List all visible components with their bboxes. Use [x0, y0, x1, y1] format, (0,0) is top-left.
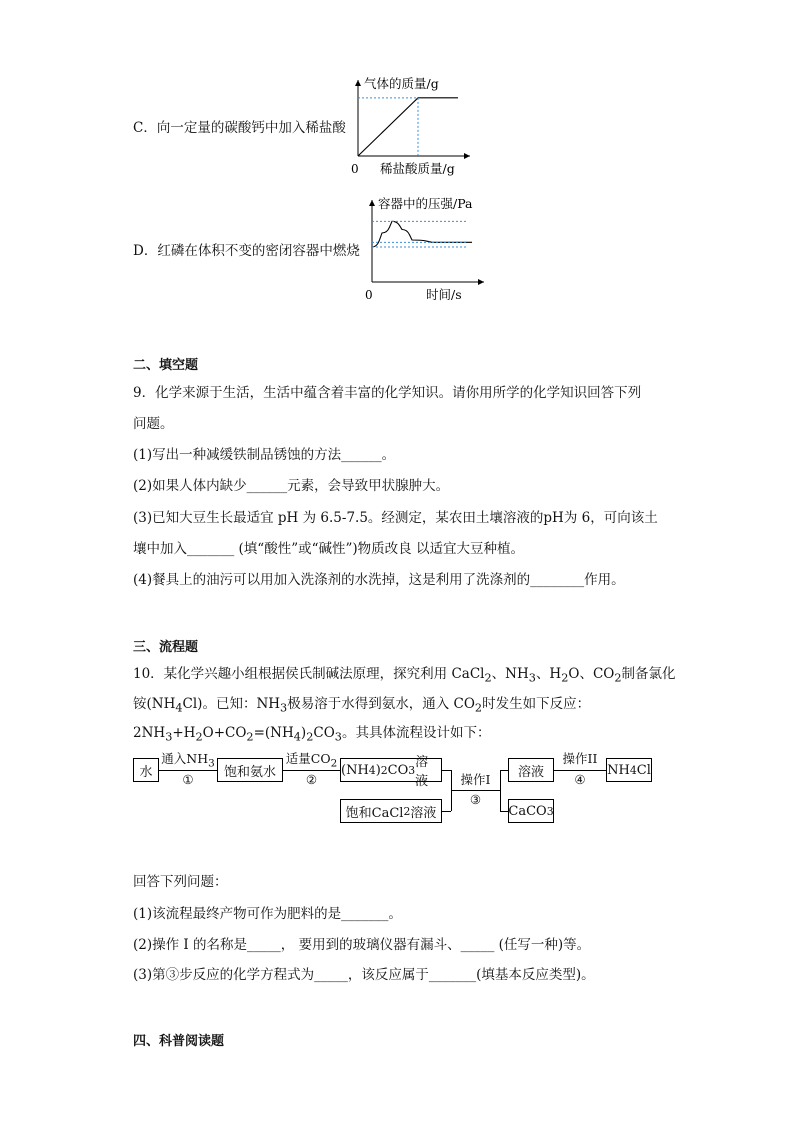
q9-sub4: (4)餐具上的油污可以用加入洗涤剂的水洗掉，这是利用了洗涤剂的________作用。	[133, 572, 625, 588]
chart-d-origin-label: 0	[365, 288, 373, 302]
q10-line2: 铵$(NH_4Cl)$。已知：$NH_3$极易溶于水得到氨水，通入 $CO_2$时发生如下反应：	[133, 696, 591, 715]
flow-split-top	[500, 770, 508, 771]
chart-c-x-arrow	[464, 153, 470, 159]
answer-intro: 回答下列问题：	[133, 874, 228, 890]
chart-c-xlabel: 稀盐酸质量/g	[380, 161, 455, 176]
flow-join-bottom	[442, 811, 451, 812]
q10-line1: 10．某化学兴趣小组根据侯氏制碱法原理，探究利用 CaCl$_2$、$NH_3$、$H_2O$、$CO_2$制备氯化	[133, 666, 676, 685]
chart-d	[356, 184, 486, 306]
flow-box-ammonium-carbonate: (NH 4 ) 2 CO 3 溶液	[340, 758, 442, 782]
flow-op1-line	[451, 790, 500, 791]
chart-c-y-arrow	[355, 80, 361, 86]
flow-split-bottom	[500, 811, 508, 812]
flow-box-solution: 溶液	[508, 758, 554, 782]
flow-arrow-2	[283, 770, 340, 771]
flow-arrow-4	[554, 770, 606, 771]
chart-d-y-arrow	[369, 200, 375, 206]
q9-sub3-line2: 壤中加入_______ (填“酸性”或“碱性”)物质改良 以适宜大豆种植。	[133, 541, 524, 557]
chart-c-origin-label: 0	[351, 162, 359, 176]
flow-box-nh4cl: NH 4 Cl	[606, 758, 652, 782]
flow-arrow-1	[159, 770, 217, 771]
chart-d-ylabel: 容器中的压强/Pa	[378, 196, 473, 211]
flow-split-vertical	[500, 770, 501, 811]
q10-sub3: (3)第③步反应的化学方程式为_____，该反应属于_______(填基本反应类型)。	[133, 967, 595, 983]
flow-join-top	[442, 770, 451, 771]
flow-box-water: 水	[133, 758, 159, 782]
chart-d-series-line	[372, 221, 472, 247]
q9-sub2: (2)如果人体内缺少______元素，会导致甲状腺肿大。	[133, 478, 450, 494]
chart-c	[340, 58, 480, 180]
q10-sub2: (2)操作 I 的名称是_____， 要用到的玻璃仪器有漏斗、_____ (任写一种)等。	[133, 937, 591, 953]
q10-sub1: (1)该流程最终产物可作为肥料的是_______。	[133, 906, 402, 922]
flow-op1-label: 操作I	[460, 772, 491, 787]
q10-line3: $2NH_3+H_2O+CO_2=(NH_4)_2CO_3$。其具体流程设计如下：	[133, 725, 491, 744]
flow-box-caco3: CaCO 3	[508, 799, 554, 823]
q9-sub1: (1)写出一种减缓铁制品锈蚀的方法______。	[133, 447, 396, 463]
flow-op1-number: ③	[469, 792, 482, 807]
flow-op2-number: ④	[574, 772, 586, 787]
chart-c-ylabel: 气体的质量/g	[364, 76, 439, 91]
flow-box-ammonia: 饱和氨水	[217, 758, 283, 782]
q9-line2: 问题。	[133, 416, 174, 432]
section2-heading: 二、填空题	[133, 358, 199, 373]
flow-op2-label: 操作II	[562, 751, 598, 766]
option-d-label: D．红磷在体积不变的密闭容器中燃烧	[133, 243, 360, 259]
flow-step2-label: 适量$CO_2$	[285, 751, 338, 770]
chart-d-x-arrow	[478, 279, 484, 285]
chart-c-series-line	[358, 98, 458, 156]
chart-d-xlabel: 时间/s	[426, 287, 462, 302]
flow-step2-number: ②	[305, 772, 318, 787]
flow-box-cacl2: 饱和CaCl 2 溶液	[340, 799, 442, 823]
option-c-label: C．向一定量的碳酸钙中加入稀盐酸	[133, 120, 346, 136]
section4-heading: 四、科普阅读题	[133, 1034, 225, 1049]
section3-heading: 三、流程题	[133, 640, 199, 655]
flow-step1-label: 通入$NH_3$	[161, 751, 215, 770]
q9-sub3-line1: (3)已知大豆生长最适宜 pH 为 6.5-7.5。经测定，某农田土壤溶液的pH为 6，可向该土	[133, 510, 658, 526]
q9-line1: 9．化学来源于生活，生活中蕴含着丰富的化学知识。请你用所学的化学知识回答下列	[133, 385, 642, 401]
flow-step1-number: ①	[182, 772, 194, 787]
